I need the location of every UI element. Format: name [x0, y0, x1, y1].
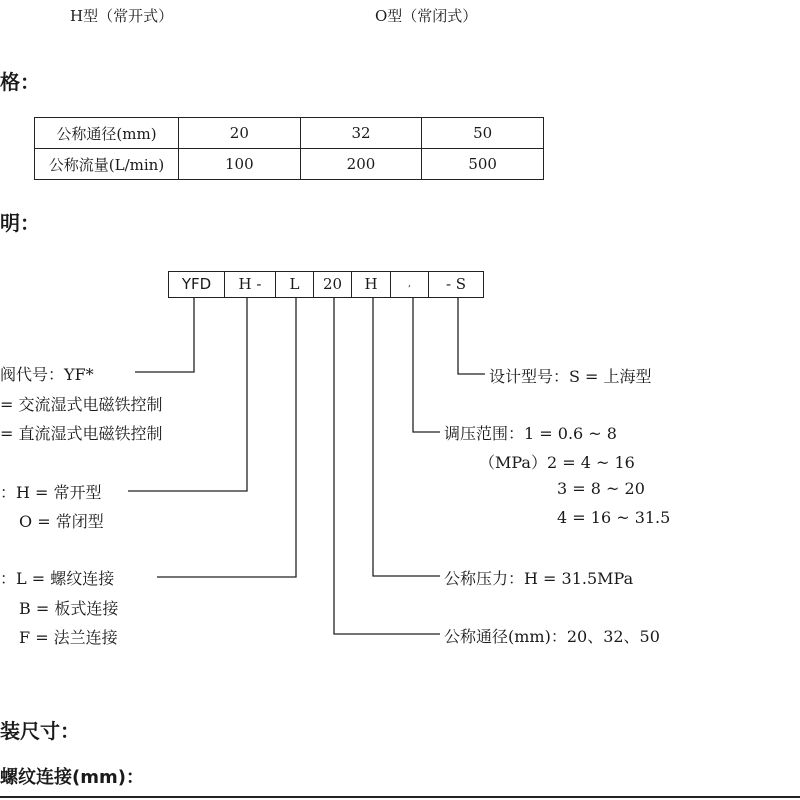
table-cell-label: 公称通径(mm) — [35, 118, 179, 149]
bottom-divider — [0, 796, 800, 798]
thread-heading: 螺纹连接(mm)： — [0, 767, 144, 788]
table-cell-label: 公称流量(L/min) — [35, 149, 179, 180]
label-mpa: （MPa）2 = 4 ~ 16 — [479, 453, 635, 472]
label-type-o: O = 常闭型 — [19, 512, 104, 531]
code-segment-l: L — [276, 272, 314, 297]
label-valve-code: 阀代号：YF* — [0, 365, 94, 384]
line-design — [458, 297, 485, 374]
caption-normally-closed: O型（常闭式） — [375, 7, 478, 25]
table-cell: 50 — [422, 118, 544, 149]
label-ac-solenoid: = 交流湿式电磁铁控制 — [0, 395, 163, 414]
label-design: 设计型号：S = 上海型 — [489, 367, 652, 386]
spec-heading: 格： — [0, 70, 40, 94]
code-segment-pressure: H — [352, 272, 391, 297]
code-segment-design: - S — [445, 275, 467, 293]
caption-normally-open: H型（常开式） — [70, 7, 174, 25]
table-cell: 500 — [422, 149, 544, 180]
label-nominal-diameter: 公称通径(mm)：20、32、50 — [444, 627, 660, 646]
label-type-h: ：H = 常开型 — [0, 483, 102, 502]
table-cell: 20 — [179, 118, 301, 149]
table-cell: 200 — [300, 149, 422, 180]
code-segment-range: , — [391, 272, 429, 297]
code-segment-20: 20 — [314, 272, 352, 297]
label-pressure-range: 调压范围：1 = 0.6 ~ 8 — [444, 424, 617, 443]
table-cell: 100 — [179, 149, 301, 180]
line-pressure-range — [413, 297, 440, 432]
line-connection — [157, 297, 296, 577]
line-nominal-pressure — [373, 297, 440, 576]
label-range-4: 4 = 16 ~ 31.5 — [557, 508, 671, 527]
label-conn-b: B = 板式连接 — [19, 599, 119, 618]
line-valve-code — [135, 297, 194, 372]
line-nominal-diameter — [334, 297, 440, 634]
label-conn-l: ：L = 螺纹连接 — [0, 569, 115, 588]
install-heading: 装尺寸： — [0, 719, 80, 743]
table-cell: 32 — [300, 118, 422, 149]
code-segment-h: H - — [225, 272, 276, 297]
label-nominal-pressure: 公称压力：H = 31.5MPa — [444, 569, 634, 588]
label-range-3: 3 = 8 ~ 20 — [557, 479, 645, 498]
code-segment-yfd: YFD — [169, 272, 225, 297]
model-heading: 明： — [0, 211, 40, 235]
label-dc-solenoid: = 直流湿式电磁铁控制 — [0, 424, 163, 443]
label-conn-f: F = 法兰连接 — [19, 628, 118, 647]
